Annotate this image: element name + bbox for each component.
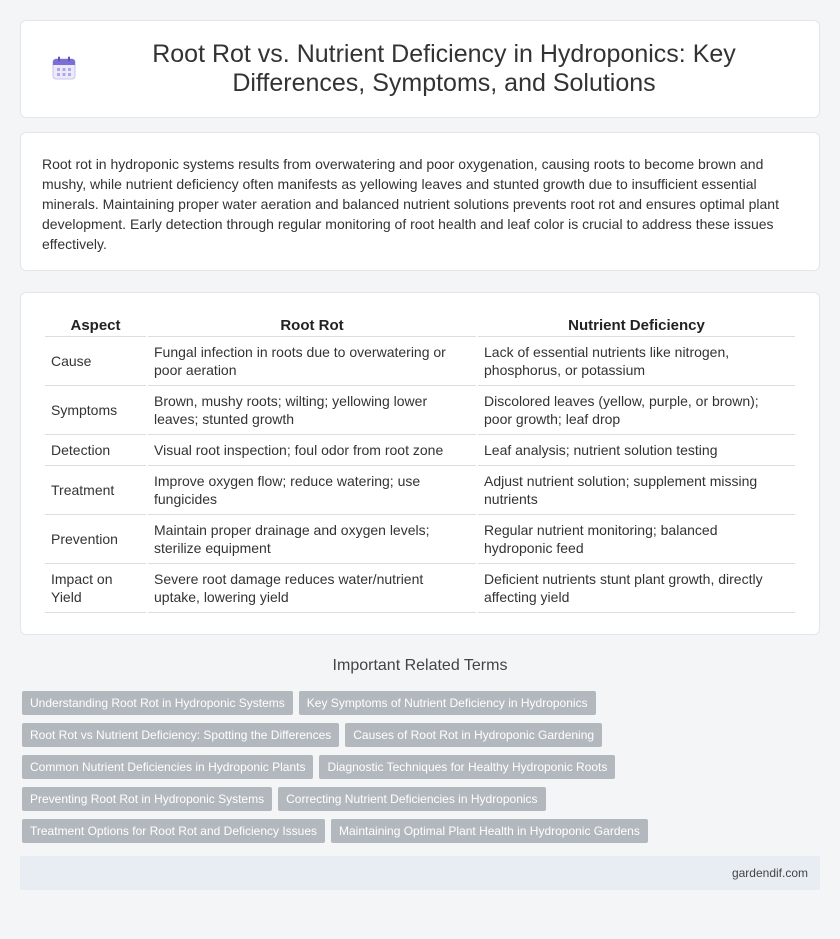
header-nutrient-deficiency: Nutrient Deficiency	[478, 311, 795, 337]
related-term-tag[interactable]: Key Symptoms of Nutrient Deficiency in Hydroponics	[299, 691, 596, 715]
related-term-tag[interactable]: Correcting Nutrient Deficiencies in Hydroponics	[278, 787, 545, 811]
row-nutrient-deficiency: Deficient nutrients stunt plant growth, directly affecting yield	[478, 564, 795, 613]
related-term-tag[interactable]: Preventing Root Rot in Hydroponic Systems	[22, 787, 272, 811]
row-aspect: Treatment	[45, 466, 146, 515]
row-root-rot: Maintain proper drainage and oxygen levels; sterilize equipment	[148, 515, 476, 564]
intro-card	[20, 132, 820, 271]
row-aspect: Symptoms	[45, 386, 146, 435]
related-term-tag[interactable]: Root Rot vs Nutrient Deficiency: Spotting the Differences	[22, 723, 339, 747]
table-header-row	[45, 311, 795, 337]
row-aspect: Prevention	[45, 515, 146, 564]
row-root-rot: Improve oxygen flow; reduce watering; use fungicides	[148, 466, 476, 515]
row-aspect: Impact on Yield	[45, 564, 146, 613]
row-aspect: Cause	[45, 337, 146, 386]
row-nutrient-deficiency: Adjust nutrient solution; supplement missing nutrients	[478, 466, 795, 515]
title-card	[20, 20, 820, 118]
comparison-card	[20, 292, 820, 635]
row-root-rot: Brown, mushy roots; wilting; yellowing lower leaves; stunted growth	[148, 386, 476, 435]
page-title: Root Rot vs. Nutrient Deficiency in Hydroponics: Key Differences, Symptoms, and Solutions	[152, 40, 736, 97]
related-term-tag[interactable]: Causes of Root Rot in Hydroponic Gardening	[345, 723, 602, 747]
row-aspect: Detection	[45, 435, 146, 466]
footer-site-link[interactable]: gardendif.com	[731, 866, 808, 880]
row-nutrient-deficiency: Leaf analysis; nutrient solution testing	[478, 435, 795, 466]
row-root-rot: Severe root damage reduces water/nutrient uptake, lowering yield	[148, 564, 476, 613]
related-term-tag[interactable]: Diagnostic Techniques for Healthy Hydroponic Roots	[319, 755, 615, 779]
related-term-tag[interactable]: Treatment Options for Root Rot and Deficiency Issues	[22, 819, 325, 843]
header-root-rot: Root Rot	[148, 311, 476, 337]
related-terms-heading: Important Related Terms	[332, 657, 508, 674]
table-row	[45, 515, 795, 564]
comparison-table	[43, 311, 797, 613]
footer	[20, 856, 820, 890]
table-row	[45, 466, 795, 515]
intro-paragraph: Root rot in hydroponic systems results from overwatering and poor oxygenation, causing roots to become brown and mushy, while nutrient deficiency often manifests as yellowing leaves and stunted growth due to insufficient essential minerals. Maintaining proper water aeration and balanced nutrient solutions prevents root rot and ensures optimal plant development. Early detection through regular monitoring of root health and leaf color is crucial to address these issues effectively.	[42, 156, 779, 252]
calendar-icon	[51, 55, 77, 81]
table-row	[45, 386, 795, 435]
related-term-tag[interactable]: Maintaining Optimal Plant Health in Hydroponic Gardens	[331, 819, 648, 843]
header-aspect: Aspect	[45, 311, 146, 337]
row-root-rot: Fungal infection in roots due to overwatering or poor aeration	[148, 337, 476, 386]
table-row	[45, 435, 795, 466]
row-nutrient-deficiency: Discolored leaves (yellow, purple, or brown); poor growth; leaf drop	[478, 386, 795, 435]
row-nutrient-deficiency: Regular nutrient monitoring; balanced hydroponic feed	[478, 515, 795, 564]
table-row	[45, 564, 795, 613]
related-terms-list	[22, 691, 818, 851]
table-row	[45, 337, 795, 386]
row-nutrient-deficiency: Lack of essential nutrients like nitrogen, phosphorus, or potassium	[478, 337, 795, 386]
related-term-tag[interactable]: Common Nutrient Deficiencies in Hydroponic Plants	[22, 755, 313, 779]
related-term-tag[interactable]: Understanding Root Rot in Hydroponic Systems	[22, 691, 293, 715]
row-root-rot: Visual root inspection; foul odor from root zone	[148, 435, 476, 466]
